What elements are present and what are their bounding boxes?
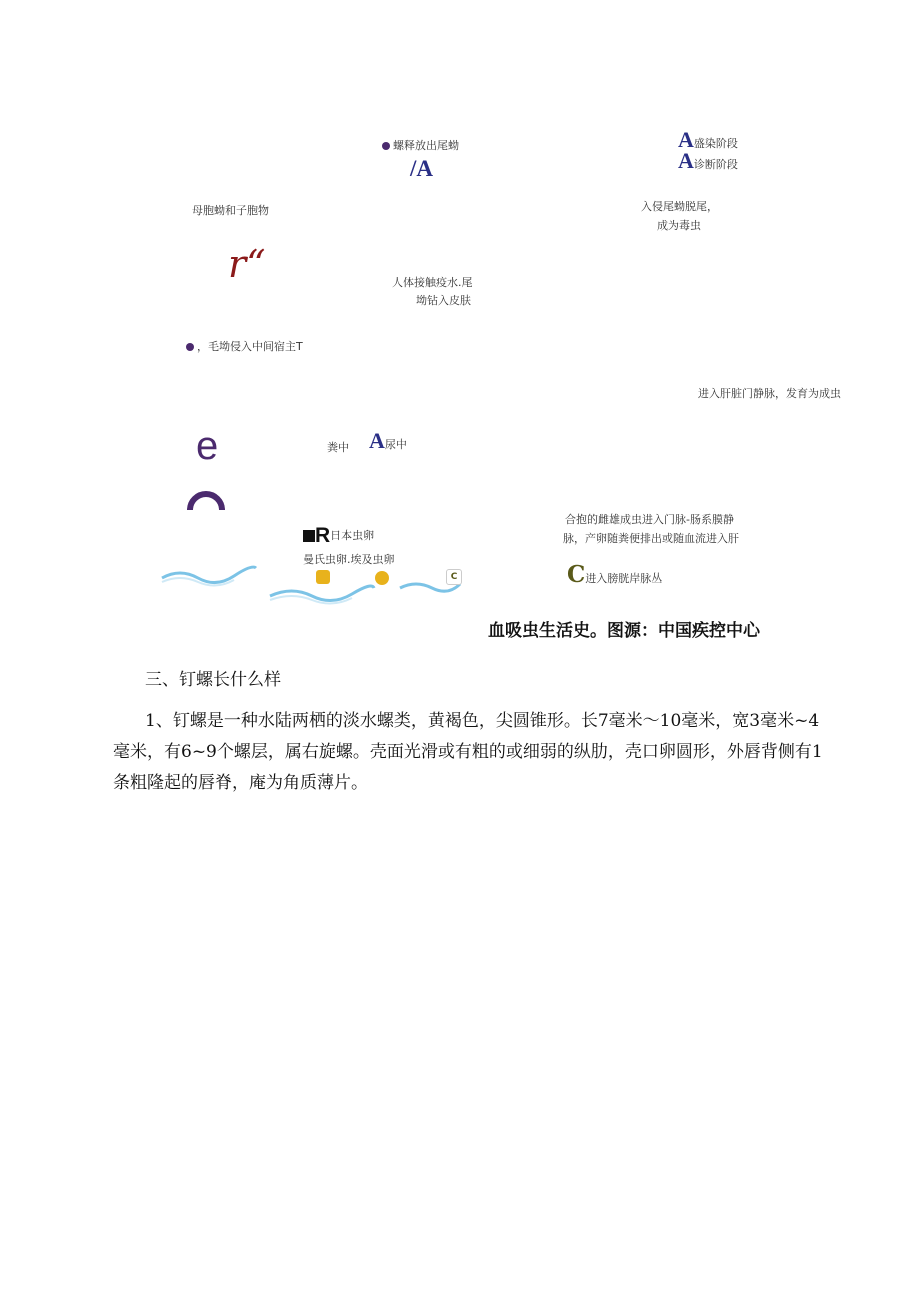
square-icon — [303, 530, 315, 542]
egg-badge-icon — [375, 571, 389, 585]
contact-label-line2: 坳钻入皮肤 — [416, 294, 471, 307]
mansoni-label: 曼氏虫卵.埃及虫卵 — [303, 553, 395, 566]
section-heading: 三、钉螺长什么样 — [145, 670, 281, 690]
paired-worms-line2: 脉，产卵随粪便排出或随血流进入肝 — [563, 532, 739, 545]
r-glyph: r“ — [228, 242, 266, 286]
miracidium-label: ，毛坳侵入中间宿主T — [186, 340, 303, 354]
a-glyph: A — [678, 148, 694, 173]
slash-a-glyph: /A — [410, 156, 433, 181]
bladder-label: C进入膀胱岸脉丛 — [567, 561, 663, 588]
japonicum-label: R日本虫卵 — [303, 524, 374, 548]
diagnose-stage-label: A诊断阶段 — [678, 148, 738, 173]
a-glyph: A — [369, 428, 385, 453]
invade-label-line1: 入侵尾蚴脱尾， — [641, 200, 718, 213]
urine-label: A尿中 — [369, 428, 407, 453]
arc-glyph — [186, 488, 226, 510]
step-dot-icon — [382, 142, 390, 150]
c-glyph: C — [567, 561, 586, 588]
paired-worms-line1: 合抱的雌雄成虫进入门脉-肠系膜静 — [565, 513, 734, 526]
c-badge-icon: C — [446, 569, 462, 585]
cercaria-release-label: 螺释放出尾蚴 — [382, 139, 459, 153]
body-paragraph: 1、钉螺是一种水陆两栖的淡水螺类，黄褐色，尖圆锥形。长7毫米～10毫米，宽3毫米~4毫米，有6~9个螺层，属右旋螺。壳面光滑或有粗的或细弱的纵肋，壳口卵圆形，外唇背侧有1条粗隆起的唇脊，庵为角质薄片。 — [113, 711, 823, 793]
infect-stage-label: A盛染阶段 — [678, 127, 738, 152]
invade-label-line2: 成为毒虫 — [657, 219, 701, 232]
sporocyst-label: 母胞蚴和子胞物 — [192, 204, 269, 217]
water-waves-graphic — [160, 560, 465, 608]
a-glyph: A — [678, 127, 694, 152]
contact-label-line1: 人体接触疫水.尾 — [392, 276, 473, 289]
egg-badge-icon — [316, 570, 330, 584]
feces-label: 粪中 — [327, 441, 349, 454]
e-glyph: e — [196, 424, 219, 468]
portal-vein-label: 进入肝脏门静脉，发育为成虫 — [698, 387, 841, 400]
figure-caption: 血吸虫生活史。图源：中国疾控中心 — [488, 621, 760, 641]
step-dot-icon — [186, 343, 194, 351]
